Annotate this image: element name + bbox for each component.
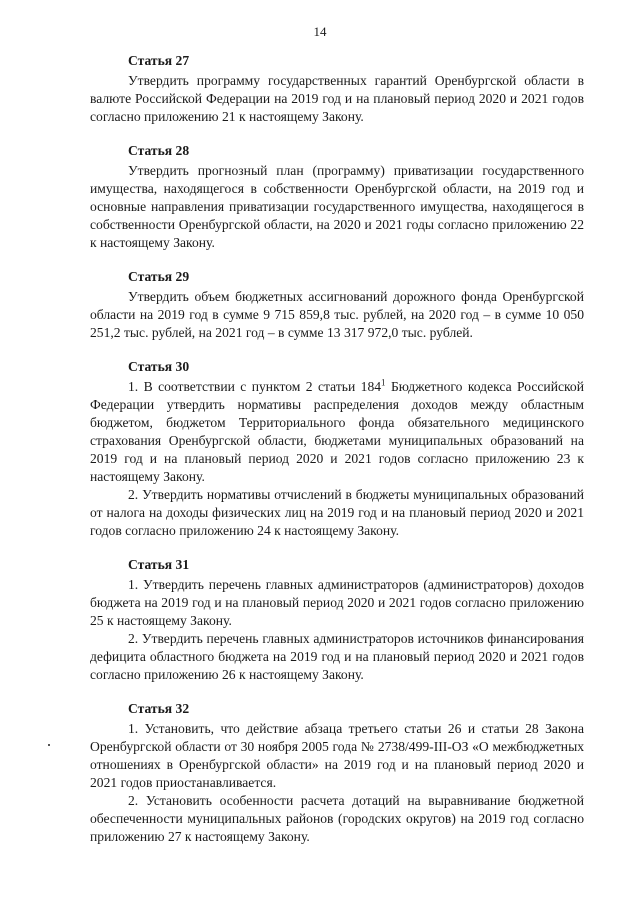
article-title: Статья 32 bbox=[128, 701, 190, 716]
article-paragraph: Утвердить программу государственных гарантий Оренбургской области в валюте Российской Федерации на 2019 год и на плановый период 2020 и 2021 годов согласно приложению 21 к настоящему Закону. bbox=[90, 73, 584, 124]
article-29 bbox=[90, 268, 584, 342]
article-title: Статья 30 bbox=[128, 359, 190, 374]
article-paragraph bbox=[90, 378, 584, 486]
article-27 bbox=[90, 52, 584, 126]
article-title: Статья 28 bbox=[128, 143, 190, 158]
article-paragraph: 2. Утвердить нормативы отчислений в бюджеты муниципальных образований от налога на доходы физических лиц на 2019 год и на плановый период 2020 и 2021 годов согласно приложению 24 к настоящему Закону. bbox=[90, 487, 584, 538]
article-paragraph: 2. Установить особенности расчета дотаций на выравнивание бюджетной обеспеченности муниципальных районов (городских округов) на 2019 год согласно приложению 27 к настоящему Закону. bbox=[90, 793, 584, 844]
paragraph-text: Бюджетного кодекса Российской Федерации утвердить нормативы распределения доходов между областным бюджетом, бюджетом Территориального фонда обязательного медицинского страхования Оренбургской области, бюджетами муниципальных образований на 2019 год и на плановый период 2020 и 2021 годов согласно приложению 23 к настоящему Закону. bbox=[90, 379, 585, 484]
article-title: Статья 29 bbox=[128, 269, 190, 284]
article-31 bbox=[90, 556, 584, 684]
article-28 bbox=[90, 142, 584, 252]
paragraph-text: 1. В соответствии с пунктом 2 статьи 184 bbox=[128, 379, 382, 394]
article-title: Статья 31 bbox=[128, 557, 190, 572]
article-paragraph: 2. Утвердить перечень главных администраторов источников финансирования дефицита областного бюджета на 2019 год и на плановый период 2020 и 2021 годов согласно приложению 26 к настоящему Закону. bbox=[90, 631, 584, 682]
document-body bbox=[90, 52, 584, 862]
article-title: Статья 27 bbox=[128, 53, 190, 68]
margin-mark bbox=[48, 744, 50, 746]
article-paragraph: 1. Утвердить перечень главных администраторов (администраторов) доходов бюджета на 2019 год и на плановый период 2020 и 2021 годов согласно приложению 25 к настоящему Закону. bbox=[90, 577, 584, 628]
superscript-index: 1 bbox=[381, 377, 386, 388]
page-number: 14 bbox=[313, 24, 327, 39]
article-30 bbox=[90, 358, 584, 540]
article-32 bbox=[90, 700, 584, 846]
article-paragraph: 1. Установить, что действие абзаца третьего статьи 26 и статьи 28 Закона Оренбургской области от 30 ноября 2005 года № 2738/499-III-ОЗ «О межбюджетных отношениях в Оренбургской области» на 2019 год и на плановый период 2020 и 2021 годов приостанавливается. bbox=[90, 721, 584, 790]
article-paragraph: Утвердить объем бюджетных ассигнований дорожного фонда Оренбургской области на 2019 год в сумме 9 715 859,8 тыс. рублей, на 2020 год – в сумме 10 050 251,2 тыс. рублей, на 2021 год – в сумме 13 317 972,0 тыс. рублей. bbox=[90, 289, 584, 340]
article-paragraph: Утвердить прогнозный план (программу) приватизации государственного имущества, находящегося в собственности Оренбургской области, на 2019 год и основные направления приватизации государственного имущества, находящегося в собственности Оренбургской области, на 2020 и 2021 годы согласно приложению 22 к настоящему Закону. bbox=[90, 163, 584, 250]
